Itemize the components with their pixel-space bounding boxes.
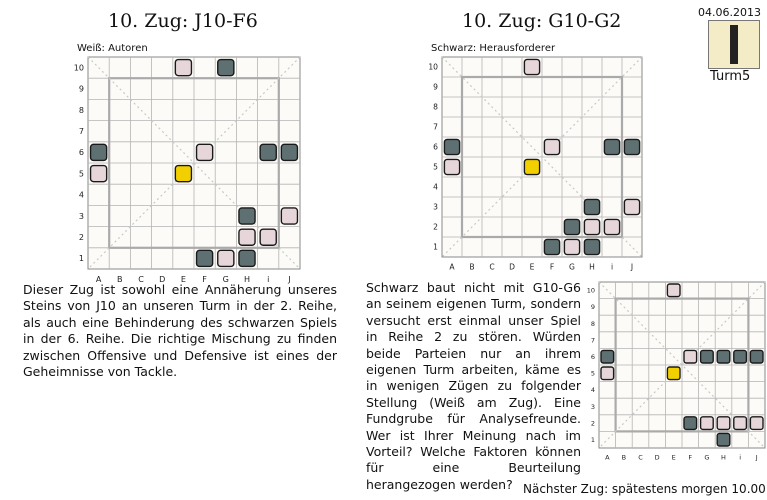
row-label: 9	[78, 84, 84, 94]
logo-label: Turm5	[710, 69, 751, 84]
column-label: J	[755, 453, 758, 462]
row-label: 9	[590, 303, 595, 312]
column-label: A	[95, 275, 102, 285]
left-title: 10. Zug: J10-F6	[108, 10, 258, 32]
black-stone	[701, 350, 714, 363]
column-label: G	[222, 275, 229, 285]
column-label: H	[721, 453, 726, 462]
white-stone	[667, 284, 680, 297]
gold-stone	[667, 367, 680, 380]
black-stone	[444, 139, 459, 154]
row-label: 5	[590, 369, 595, 378]
column-label: B	[469, 262, 475, 272]
column-label: i	[267, 275, 270, 285]
black-stone	[197, 250, 213, 266]
row-label: 10	[428, 62, 438, 72]
black-stone	[601, 350, 614, 363]
black-stone	[624, 139, 639, 154]
date-stamp: 04.06.2013	[698, 6, 761, 19]
left-commentary: Dieser Zug ist sowohl eine Annäherung unseres Steins von J10 an unseren Turm in der 2. Reihe, als auch eine Behinderung des schwarzen Spiels in der 6. Reihe. Die richtige Mischung zu finden zwischen Offensive und Defensive ist eines der Geheimnisse von Tackle.	[23, 282, 337, 380]
white-stone	[175, 60, 191, 76]
white-stone	[544, 139, 559, 154]
white-stone	[444, 159, 459, 174]
row-label: 3	[433, 202, 438, 212]
column-label: J	[630, 262, 634, 272]
row-label: 4	[590, 386, 595, 395]
black-stone	[239, 208, 255, 224]
white-stone	[684, 350, 697, 363]
column-label: A	[605, 453, 610, 462]
column-label: C	[138, 275, 144, 285]
black-stone	[750, 350, 763, 363]
column-label: G	[569, 262, 575, 272]
column-label: E	[671, 453, 676, 462]
column-label: H	[243, 275, 251, 285]
black-stone	[281, 144, 297, 160]
turm5-logo	[708, 20, 760, 69]
row-label: 4	[78, 190, 84, 200]
row-label: 8	[590, 319, 595, 328]
black-stone	[584, 239, 599, 254]
white-stone	[734, 417, 747, 430]
gold-stone	[175, 166, 191, 182]
board-analysis	[586, 280, 763, 462]
black-stone	[91, 144, 107, 160]
white-stone	[604, 219, 619, 234]
column-label: D	[509, 262, 515, 272]
row-label: 4	[433, 182, 438, 192]
tower-icon	[730, 25, 738, 64]
column-label: D	[159, 275, 166, 285]
column-label: G	[704, 453, 710, 462]
row-label: 2	[433, 222, 438, 232]
column-label: E	[180, 275, 186, 285]
white-stone	[218, 250, 234, 266]
column-label: B	[117, 275, 123, 285]
black-stone	[564, 219, 579, 234]
black-stone	[239, 250, 255, 266]
column-label: i	[739, 453, 742, 462]
white-stone	[701, 417, 714, 430]
next-move-note: Nächster Zug: spätestens morgen 10.00	[523, 482, 766, 496]
board-right	[429, 55, 639, 275]
black-stone	[218, 60, 234, 76]
column-label: i	[610, 262, 614, 272]
white-stone	[601, 367, 614, 380]
column-label: B	[621, 453, 627, 462]
white-stone	[524, 59, 539, 74]
row-label: 2	[590, 419, 595, 428]
left-side-label: Weiß: Autoren	[77, 43, 148, 54]
board-left	[73, 55, 291, 285]
column-label: F	[202, 275, 207, 285]
row-label: 10	[73, 63, 84, 73]
white-stone	[624, 199, 639, 214]
row-label: 3	[78, 211, 84, 221]
black-stone	[604, 139, 619, 154]
right-title: 10. Zug: G10-G2	[462, 10, 622, 32]
row-label: 1	[433, 242, 438, 252]
column-label: C	[638, 453, 643, 462]
black-stone	[717, 350, 730, 363]
row-label: 8	[78, 105, 84, 115]
gold-stone	[524, 159, 539, 174]
black-stone	[734, 350, 747, 363]
row-label: 3	[590, 402, 595, 411]
white-stone	[260, 229, 276, 245]
row-label: 7	[590, 336, 595, 345]
row-label: 6	[78, 148, 84, 158]
white-stone	[717, 417, 730, 430]
column-label: A	[449, 262, 455, 272]
column-label: H	[589, 262, 595, 272]
row-label: 10	[586, 286, 595, 295]
white-stone	[239, 229, 255, 245]
white-stone	[750, 417, 763, 430]
row-label: 1	[590, 435, 595, 444]
black-stone	[684, 417, 697, 430]
white-stone	[564, 239, 579, 254]
row-label: 6	[433, 142, 438, 152]
black-stone	[584, 199, 599, 214]
row-label: 5	[78, 169, 84, 179]
row-label: 1	[78, 254, 84, 264]
row-label: 9	[433, 82, 438, 92]
column-label: J	[288, 275, 291, 285]
black-stone	[717, 433, 730, 446]
column-label: C	[489, 262, 495, 272]
white-stone	[584, 219, 599, 234]
column-label: F	[688, 453, 693, 462]
white-stone	[197, 144, 213, 160]
row-label: 7	[433, 122, 438, 132]
row-label: 6	[590, 352, 595, 361]
right-side-label: Schwarz: Herausforderer	[431, 43, 556, 54]
white-stone	[281, 208, 297, 224]
column-label: F	[549, 262, 555, 272]
white-stone	[91, 166, 107, 182]
column-label: D	[654, 453, 660, 462]
black-stone	[544, 239, 559, 254]
row-label: 7	[78, 127, 84, 137]
row-label: 8	[433, 102, 438, 112]
column-label: E	[529, 262, 535, 272]
row-label: 2	[78, 233, 84, 243]
right-commentary: Schwarz baut nicht mit G10-G6 an seinem eigenen Turm, sondern versucht erst einmal unser Spiel in Reihe 2 zu stören. Würden beide Parteien nur an ihrem eigenen Turm arbeiten, käme es in wenigen Zügen zu folgender Stellung (Weiß am Zug). Eine Fundgrube für Analysefreunde. Wer ist Ihrer Meinung nach im Vorteil? Welche Faktoren können für eine Beurteilung herangezogen werden?	[366, 280, 581, 492]
row-label: 5	[433, 162, 438, 172]
black-stone	[260, 144, 276, 160]
